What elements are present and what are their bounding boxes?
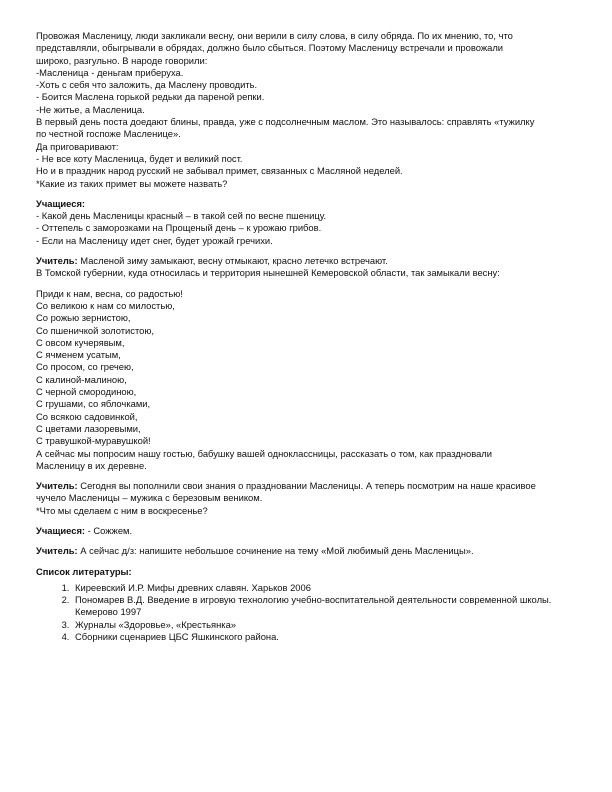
poem-line: С черной смородиною, [36, 386, 137, 398]
text-line: Масленицу в их деревне. [36, 459, 147, 471]
document-page [36, 30, 584, 643]
teacher-heading: Учитель: [36, 480, 78, 492]
question-line: *Какие из таких примет вы можете назвать? [36, 177, 228, 189]
teacher-text: Сегодня вы пополнили свои знания о праздновании Масленицы. А теперь посмотрим на наше красивое [77, 480, 536, 492]
students-section-2 [36, 525, 584, 537]
references-list [36, 582, 584, 643]
poem-line: Приди к нам, весна, со радостью! [36, 287, 183, 299]
omen-line: - Оттепель с заморозками на Прощеный день – к урожаю грибов. [36, 222, 322, 234]
students-heading: Учащиеся: [36, 524, 86, 536]
text-line: представляли, обыгрывали в обрядах, должно было сбыться. Поэтому Масленицу встречали и провожали [36, 42, 504, 54]
poem-line: С грушами, со яблочками, [36, 398, 151, 410]
poem-line: Со рожью зернистою, [36, 312, 131, 324]
references-heading: Список литературы: [36, 565, 132, 577]
references-section [36, 566, 584, 644]
reference-item: 2. Пономарев В.Д. Введение в игровую технологию учебно-воспитательной деятельности современной школы. Кемерово 1997 [72, 594, 584, 619]
saying-line: -Хоть с себя что заложить, да Маслену проводить. [36, 79, 258, 91]
poem-line: С цветами лазоревыми, [36, 422, 141, 434]
saying-line: -Масленица - деньгам приберуха. [36, 66, 184, 78]
omen-line: - Какой день Масленицы красный – в такой сей по весне пшеницу. [36, 210, 327, 222]
reference-item: 4. Сборники сценариев ЦБС Яшкинского района. [72, 631, 584, 643]
poem-line: Со великою к нам со милостью, [36, 299, 175, 311]
text-line: В первый день поста доедают блины, правда, уже с подсолнечным маслом. Это называлось: справлять «тужилку [36, 116, 535, 128]
poem-line: Со всякою садовинкой, [36, 410, 138, 422]
teacher-section-1 [36, 255, 584, 280]
saying-line: -Не житье, а Масленица. [36, 103, 145, 115]
students-answer: - Сожжем. [85, 524, 133, 536]
students-heading: Учащиеся: [36, 197, 86, 209]
reference-item: 1. Киреевский И.Р. Мифы древних славян. Харьков 2006 [72, 582, 584, 594]
homework-text: А сейчас д/з: напишите небольшое сочинение на тему «Мой любимый день Масленицы». [77, 545, 474, 557]
poem-line: Со пшеничкой золотистою, [36, 324, 155, 336]
text-line: А сейчас мы попросим нашу гостью, бабушку вашей одноклассницы, рассказать о том, как праздновали [36, 447, 493, 459]
teacher-section-2 [36, 480, 584, 517]
reference-item: 3. Журналы «Здоровье», «Крестьянка» [72, 619, 584, 631]
text-line: по честной госпоже Масленице». [36, 128, 181, 140]
teacher-section-3 [36, 545, 584, 557]
text-line: Провожая Масленицу, люди закликали весну, они верили в силу слова, в силу обряда. По их мнению, то, что [36, 30, 513, 41]
omen-line: - Если на Масленицу идет снег, будет урожай гречихи. [36, 234, 273, 246]
question-line: *Что мы сделаем с ним в воскресенье? [36, 504, 208, 516]
students-section-1 [36, 198, 584, 247]
text-line: широко, разгульно. В народе говорили: [36, 54, 208, 66]
poem-line: С ячменем усатым, [36, 349, 121, 361]
saying-line: - Не все коту Масленица, будет и великий пост. [36, 152, 243, 164]
teacher-heading: Учитель: [36, 545, 78, 557]
text-line: Но и в праздник народ русский не забывал примет, связанных с Масляной неделей. [36, 165, 403, 177]
poem-section [36, 288, 584, 472]
intro-section [36, 30, 584, 190]
teacher-text: Масленой зиму замыкают, весну отмыкают, красно летечко встречают. [77, 255, 388, 267]
text-line: чучело Масленицы – мужика с березовым веником. [36, 492, 263, 504]
saying-line: - Боится Маслена горькой редьки да пареной репки. [36, 91, 265, 103]
poem-line: С овсом кучерявым, [36, 336, 125, 348]
poem-line: С травушкой-муравушкой! [36, 435, 151, 447]
text-line: В Томской губернии, куда относилась и территория нынешней Кемеровской области, так замыкали весну: [36, 267, 500, 279]
poem-line: Со просом, со гречею, [36, 361, 134, 373]
text-line: Да приговаривают: [36, 140, 119, 152]
teacher-heading: Учитель: [36, 255, 78, 267]
poem-line: С калиной-малиною, [36, 373, 127, 385]
